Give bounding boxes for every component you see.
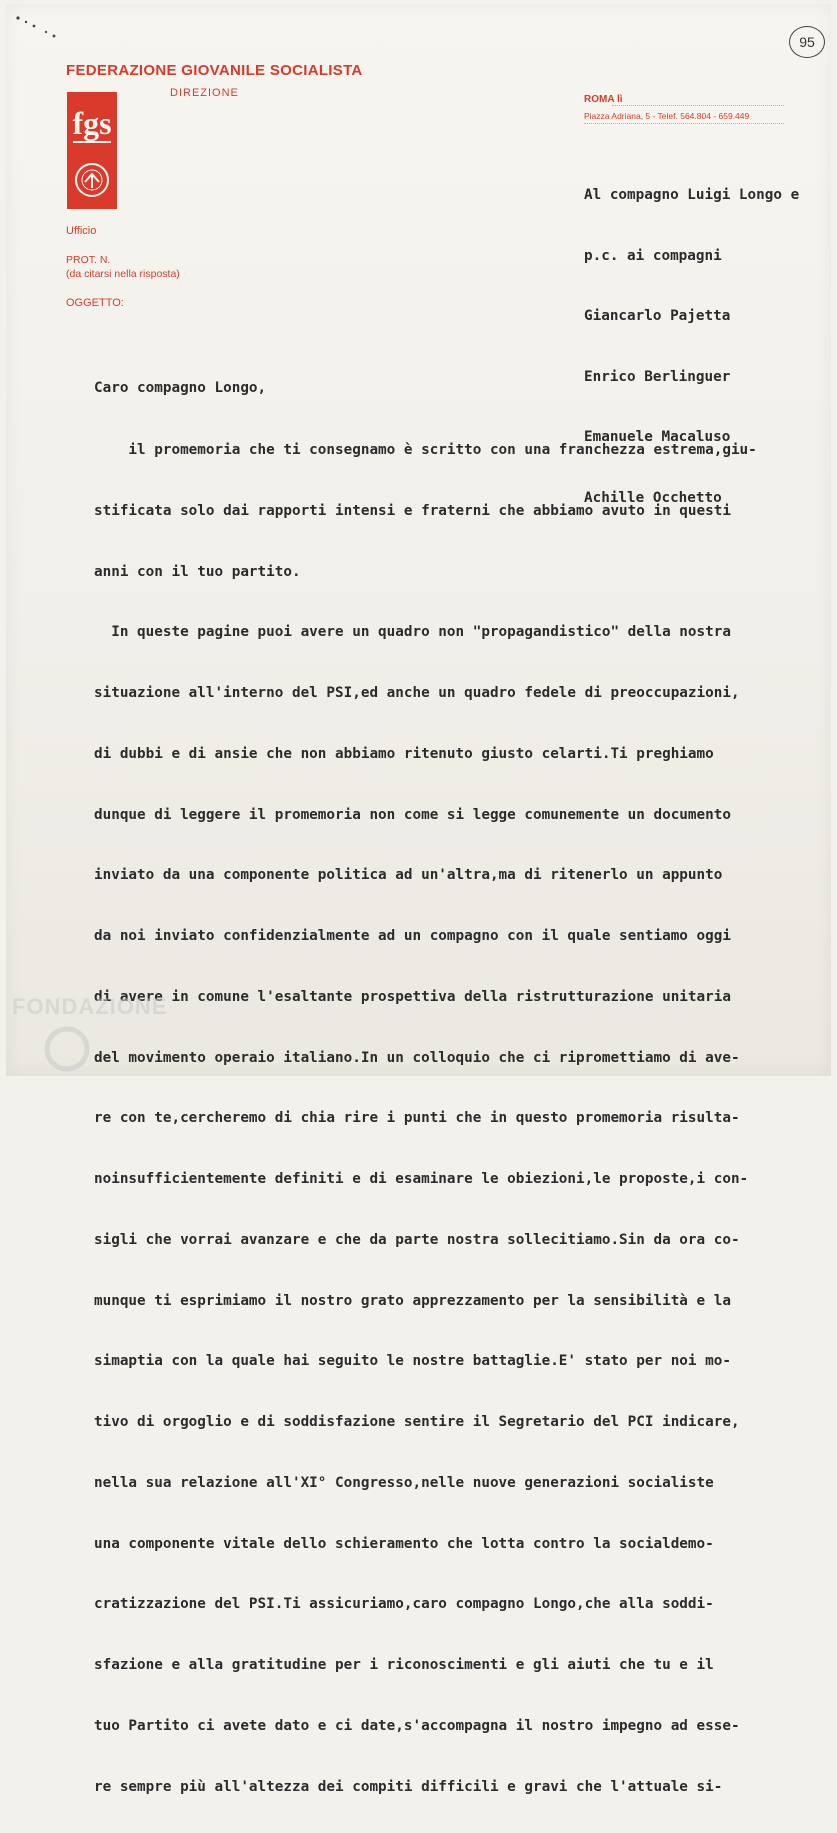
body-line: nella sua relazione all'XI° Congresso,nelle nuove generazioni socialiste	[94, 1474, 714, 1491]
date-dotted-line	[612, 105, 784, 106]
addressee-line: p.c. ai compagni	[584, 247, 722, 264]
body-line: tuo Partito ci avete dato e ci date,s'accompagna il nostro impegno ad esse-	[94, 1717, 740, 1734]
addressee-line: Achille Occhetto	[584, 489, 722, 506]
body-line: dunque di leggere il promemoria non come si legge comunemente un documento	[94, 806, 731, 823]
body-line: cratizzazione del PSI.Ti assicuriamo,caro compagno Longo,che alla soddi-	[94, 1596, 714, 1613]
protocol-note: (da citarsi nella risposta)	[66, 268, 180, 280]
scan-specks	[12, 12, 72, 42]
body-line: inviato da una componente politica ad un'altra,ma di ritenerlo un appunto	[94, 867, 723, 884]
ufficio-label: Ufficio	[66, 225, 97, 237]
city-date-label: ROMA lì	[584, 94, 623, 105]
address-line: Piazza Adriana, 5 - Telef. 564.804 - 659.449	[584, 111, 750, 121]
body-line: simaptia con la quale hai seguito le nostre battaglie.E' stato per noi mo-	[94, 1353, 731, 1370]
body-line: sigli che vorrai avanzare e che da parte nostra sollecitiamo.Sin da ora co-	[94, 1231, 740, 1248]
letter-page	[6, 4, 831, 1795]
addressee-line: Enrico Berlinguer	[584, 368, 731, 385]
addressee-line: Giancarlo Pajetta	[584, 308, 731, 325]
body-line: noinsufficientemente definiti e di esaminare le obiezioni,le proposte,i con-	[94, 1171, 749, 1187]
subject-label: OGGETTO:	[66, 297, 124, 309]
body-line: di dubbi e di ansie che non abbiamo ritenuto giusto celarti.Ti preghiamo	[94, 745, 714, 762]
body-line: situazione all'interno del PSI,ed anche un quadro fedele di preoccupazioni,	[94, 685, 740, 701]
body-line: sfazione e alla gratitudine per i riconoscimenti e gli aiuti che tu e il	[94, 1657, 714, 1673]
salutation: Caro compagno Longo,	[94, 380, 267, 396]
body-line: re con te,cercheremo di chia rire i punti che in questo promemoria risulta-	[94, 1110, 740, 1127]
watermark-logo	[42, 1024, 102, 1074]
protocol-label: PROT. N.	[66, 254, 111, 266]
body-line: In queste pagine puoi avere un quadro non "propagandistico" della nostra	[94, 624, 731, 641]
archive-watermark: FONDAZIONE	[12, 994, 168, 1019]
letter-body	[94, 404, 757, 1833]
body-line: il promemoria che ti consegnamo è scritto con una franchezza estrema,giu-	[94, 442, 757, 458]
body-line: anni con il tuo partito.	[94, 563, 301, 580]
body-line: da noi inviato confidenzialmente ad un compagno con il quale sentiamo oggi	[94, 928, 731, 944]
body-line: munque ti esprimiamo il nostro grato apprezzamento per la sensibilità e la	[94, 1292, 731, 1309]
organization-name: FEDERAZIONE GIOVANILE SOCIALISTA	[66, 62, 363, 79]
body-line: di avere in comune l'esaltante prospettiva della ristrutturazione unitaria	[94, 988, 731, 1005]
fgs-logo	[67, 92, 117, 209]
body-line: una componente vitale dello schieramento che lotta contro la socialdemo-	[94, 1535, 714, 1552]
body-line: stificata solo dai rapporti intensi e fraterni che abbiamo avuto in questi	[94, 502, 731, 519]
body-line: tivo di orgoglio e di soddisfazione sentire il Segretario del PCI indicare,	[94, 1414, 740, 1430]
body-line: del movimento operaio italiano.In un colloquio che ci ripromettiamo di ave-	[94, 1049, 740, 1066]
department-label: DIREZIONE	[170, 87, 239, 99]
archive-number-stamp: 95	[789, 26, 825, 58]
logo-letters: fgs	[72, 105, 112, 141]
addressee-line: Al compagno Luigi Longo e	[584, 187, 800, 203]
body-line: re sempre più all'altezza dei compiti difficili e gravi che l'attuale si-	[94, 1778, 723, 1795]
address-dotted-line	[584, 123, 784, 124]
addressee-line: Emanuele Macaluso	[584, 429, 731, 446]
